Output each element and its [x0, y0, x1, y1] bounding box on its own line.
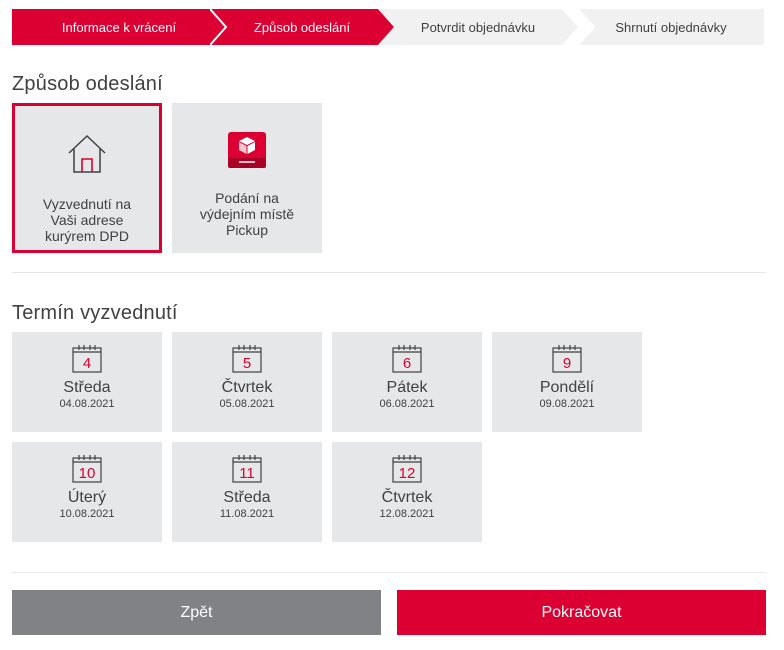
date-label: 06.08.2021	[379, 398, 435, 410]
calendar-day-number: 11	[239, 465, 255, 482]
date-label: 11.08.2021	[219, 508, 275, 520]
weekday-label: Pondělí	[539, 379, 595, 396]
weekday-label: Čtvrtek	[221, 379, 273, 396]
step-shipping-method[interactable]	[210, 9, 394, 45]
calendar-day-number: 12	[398, 465, 416, 482]
step-confirm-order[interactable]	[378, 9, 578, 45]
step-return-info[interactable]	[12, 9, 226, 45]
date-option[interactable]	[492, 332, 642, 432]
step-label: Shrnutí objednávky	[615, 19, 727, 35]
date-option[interactable]	[12, 332, 162, 432]
date-label: 09.08.2021	[539, 398, 595, 410]
calendar-day-number: 10	[78, 465, 96, 482]
calendar-day-number: 9	[562, 355, 572, 372]
shipping-option-label: Podání na výdejním místě Pickup	[199, 190, 295, 238]
weekday-label: Pátek	[386, 379, 428, 396]
calendar-day-number: 4	[82, 355, 92, 372]
parcel-shop-icon	[226, 130, 268, 175]
weekday-label: Čtvrtek	[381, 489, 433, 506]
shipping-method-title: Způsob odeslání	[12, 73, 163, 95]
calendar-icon	[232, 454, 262, 488]
date-option[interactable]	[172, 442, 322, 542]
shipping-option-courier[interactable]	[12, 103, 162, 253]
calendar-icon	[392, 454, 422, 488]
weekday-label: Středa	[63, 379, 111, 396]
continue-button[interactable]: Pokračovat	[397, 590, 766, 635]
weekday-label: Středa	[223, 489, 271, 506]
shipping-option-label: Vyzvednutí na Vaši adrese kurýrem DPD	[42, 196, 132, 244]
date-option[interactable]	[332, 332, 482, 432]
date-label: 05.08.2021	[219, 398, 275, 410]
calendar-icon	[72, 344, 102, 378]
calendar-day-number: 6	[402, 355, 412, 372]
progress-steps	[12, 9, 764, 45]
back-button[interactable]: Zpět	[12, 590, 381, 635]
weekday-label: Úterý	[67, 489, 107, 506]
house-icon	[66, 133, 108, 180]
date-label: 04.08.2021	[59, 398, 115, 410]
calendar-day-number: 5	[242, 355, 252, 372]
date-label: 12.08.2021	[379, 508, 435, 520]
calendar-icon	[392, 344, 422, 378]
date-label: 10.08.2021	[59, 508, 115, 520]
step-label: Způsob odeslání	[253, 19, 351, 35]
date-option[interactable]	[332, 442, 482, 542]
calendar-icon	[552, 344, 582, 378]
date-option[interactable]	[12, 442, 162, 542]
date-option[interactable]	[172, 332, 322, 432]
calendar-icon	[72, 454, 102, 488]
pickup-date-title: Termín vyzvednutí	[12, 302, 178, 324]
shipping-option-pickup-point[interactable]	[172, 103, 322, 253]
step-label: Informace k vrácení	[61, 19, 177, 35]
calendar-icon	[232, 344, 262, 378]
divider	[12, 572, 766, 573]
divider	[12, 272, 766, 273]
step-label: Potvrdit objednávku	[420, 19, 536, 35]
step-order-summary[interactable]	[578, 9, 764, 45]
